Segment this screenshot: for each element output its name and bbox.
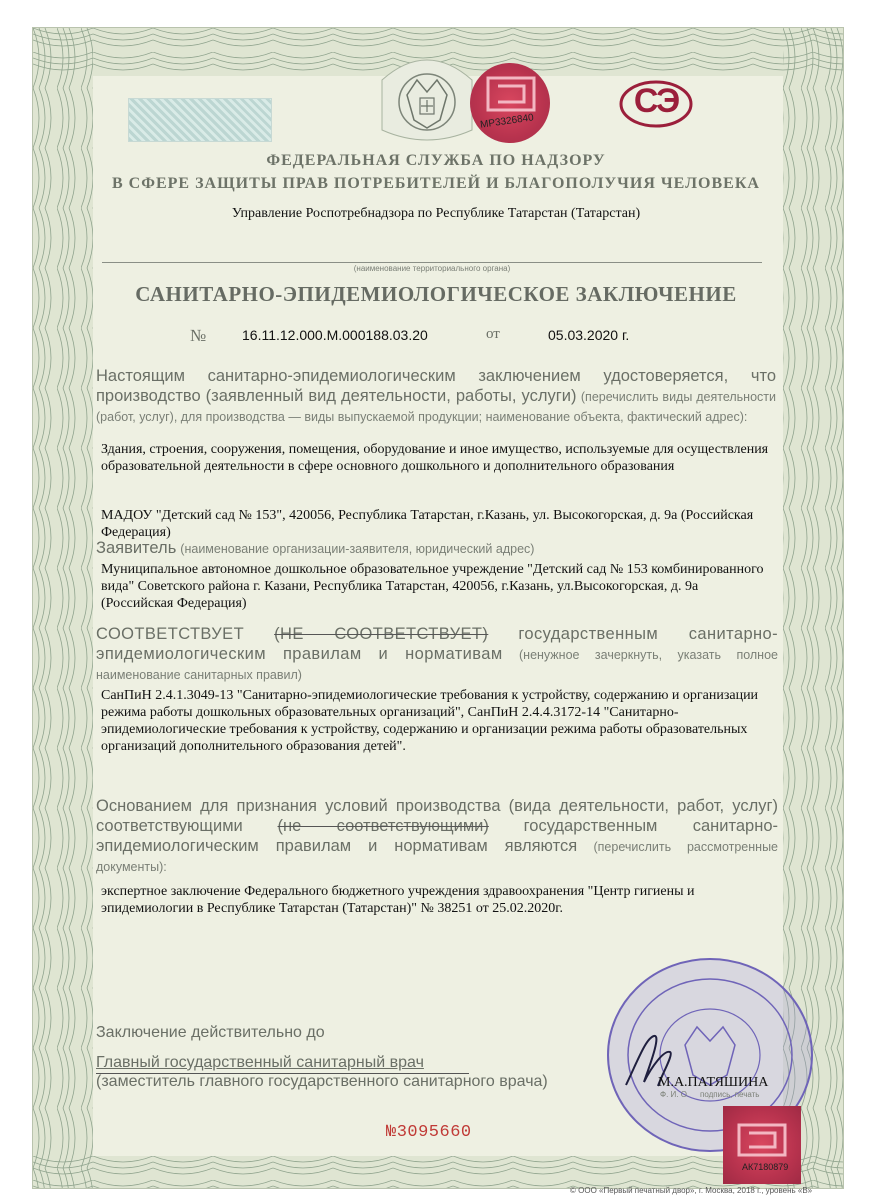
hologram-code-bottom: АК7180879 [742, 1162, 789, 1172]
footer-print-info: © ООО «Первый печатный двор», г. Москва, 2018 г., уровень «В» [570, 1186, 813, 1195]
document-title: САНИТАРНО-ЭПИДЕМИОЛОГИЧЕСКОЕ ЗАКЛЮЧЕНИЕ [135, 282, 737, 306]
agency-line2: В СФЕРЕ ЗАЩИТЫ ПРАВ ПОТРЕБИТЕЛЕЙ И БЛАГОПОЛУЧИЯ ЧЕЛОВЕКА [112, 175, 760, 192]
basis-statement [96, 796, 778, 877]
hologram-code-top: МР3326840 [479, 112, 535, 131]
signatory-position-alt: (заместитель главного государственного санитарного врача) [96, 1073, 548, 1090]
compliance-hint: (ненужное зачеркнуть, указать полное наименование санитарных правил) [96, 648, 778, 682]
authority-caption: (наименование территориального органа) [353, 264, 511, 273]
se-logo-text: СЭ [633, 82, 679, 120]
basis-hint: (перечислить рассмотренные документы): [96, 840, 779, 874]
number-label: № [190, 326, 207, 345]
hologram-bottom-logo-icon [736, 1122, 788, 1158]
signature-initials-caption: Ф. И. О. [660, 1090, 690, 1099]
signatory-position: Главный государственный санитарный врач [96, 1054, 424, 1071]
object-address: МАДОУ "Детский сад № 153", 420056, Республика Татарстан, г.Казань, ул. Высокогорская, д. 9а (Российская Федерация) [101, 508, 754, 540]
certifies-intro-hint: (перечислить виды деятельности (работ, услуг), для производства — виды выпускаемой продукции; наименование объекта, фактический адрес): [96, 390, 776, 424]
basis-text-a: Основанием для признания условий производства (вида деятельности, работ, услуг) соответствующими [96, 797, 778, 835]
certifies-intro [96, 366, 776, 427]
activity-description: Здания, строения, сооружения, помещения, оборудование и иное имущество, используемые для осуществления образовательной деятельности в сфере основного дошкольного и дополнительного образования [101, 442, 769, 474]
basis-strike: (не соответствующими) [277, 817, 489, 835]
compliance-statement [96, 624, 778, 685]
signature-underline [96, 1073, 469, 1074]
agency-line1: ФЕДЕРАЛЬНАЯ СЛУЖБА ПО НАДЗОРУ [266, 152, 606, 169]
basis-documents: экспертное заключение Федерального бюджетного учреждения здравоохранения "Центр гигиены и эпидемиологии в Республике Татарстан (Татарстан)" № 38251 от 25.02.2020г. [101, 884, 695, 916]
emblem-eagle-icon [372, 50, 482, 150]
applicant-label: Заявитель [96, 539, 177, 557]
signatory-name: М.А.ПАТЯШИНА [658, 1075, 769, 1090]
authority-underline [102, 262, 762, 263]
applicant-value: Муниципальное автономное дошкольное образовательное учреждение "Детский сад № 153 комбинированного вида" Советского района г. Казани, Республика Татарстан, 420056, г.Казань, ул.Высокогорская, д. 9а (Российская Федерация) [101, 562, 764, 611]
complies-word: СООТВЕТСТВУЕТ [96, 625, 245, 643]
applicant-hint: (наименование организации-заявителя, юридический адрес) [180, 542, 535, 556]
hologram-strip [128, 98, 272, 142]
validity-label: Заключение действительно до [96, 1024, 325, 1041]
hologram-logo-icon [484, 74, 538, 114]
sanitary-rules: СанПиН 2.4.1.3049-13 "Санитарно-эпидемиологические требования к устройству, содержанию и организации режима работы дошкольных образовательных организаций", СанПиН 2.4.4.3172-14 "Санитарно-эпидемиологические требования к устройству, содержанию и организации режима работы образовательных организаций дополнительного образования детей". [101, 688, 759, 754]
compliance-rest: государственным санитарно-эпидемиологическим правилам и нормативам [96, 625, 778, 663]
basis-text-b: государственным санитарно-эпидемиологическим правилам и нормативам являются [96, 817, 778, 855]
certificate-date: 05.03.2020 г. [548, 327, 630, 343]
signature-name-caption: подпись, печать [700, 1090, 760, 1099]
serial-number: №3095660 [386, 1123, 472, 1142]
date-from-label: от [486, 326, 500, 342]
not-complies-word: (НЕ СООТВЕТСТВУЕТ) [274, 625, 489, 643]
certificate-number: 16.11.12.000.М.000188.03.20 [242, 327, 428, 343]
authority-name: Управление Роспотребнадзора по Республике Татарстан (Татарстан) [231, 206, 641, 221]
applicant-heading [96, 539, 776, 558]
certifies-intro-main: Настоящим санитарно-эпидемиологическим заключением удостоверяется, что производство (заявленный вид деятельности, работы, услуги) [96, 367, 776, 405]
